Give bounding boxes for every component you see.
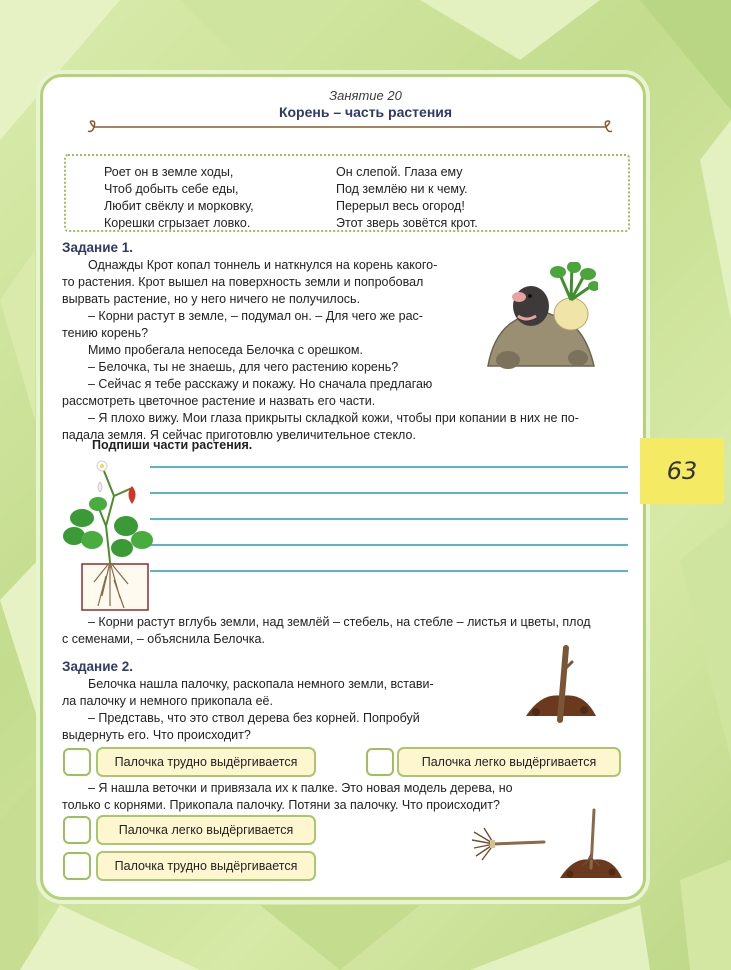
text-line: – Корни растут вглубь земли, над землёй – стебель, на стебле – листья и цветы, плод [88, 615, 591, 629]
text-line: ла палочку и немного прикопала её. [62, 694, 273, 708]
answer-line[interactable] [150, 518, 628, 520]
text-line: выдернуть его. Что происходит? [62, 728, 251, 742]
poem-line: Роет он в земле ходы, [104, 165, 234, 179]
mole-beet-illustration [486, 262, 598, 374]
poem-line: Перерыл весь огород! [336, 199, 465, 213]
text-line: – Сейчас я тебе расскажу и покажу. Но сначала предлагаю [88, 377, 433, 391]
text-line: – Корни растут в земле, – подумал он. – Для чего же рас- [88, 309, 423, 323]
poem-left-column [104, 164, 254, 232]
strawberry-plant-illustration [62, 456, 158, 612]
option-a1-label[interactable]: Палочка трудно выдёргивается [96, 747, 316, 777]
poem-line: Любит свёклу и морковку, [104, 199, 254, 213]
checkbox-option-b1[interactable] [63, 816, 91, 844]
twig-bundle-illustration [472, 826, 546, 864]
checkbox-option-a2[interactable] [366, 748, 394, 776]
text-line: – Белочка, ты не знаешь, для чего растению корень? [88, 360, 399, 374]
poem-right-column [336, 164, 478, 232]
task2-second-text [62, 780, 513, 814]
poem-line: Этот зверь зовётся крот. [336, 216, 478, 230]
option-b2-label[interactable]: Палочка трудно выдёргивается [96, 851, 316, 881]
text-line: то растения. Крот вышел на поверхность земли и попробовал [62, 275, 424, 289]
task1-heading: Задание 1. [62, 240, 134, 255]
label-prompt: Подпиши части растения. [92, 438, 253, 452]
stick-in-soil-illustration [522, 640, 600, 724]
answer-line[interactable] [150, 544, 628, 546]
lesson-title: Корень – часть растения [278, 104, 453, 120]
lesson-number: Занятие 20 [329, 88, 402, 103]
page-number-tab [640, 438, 724, 504]
poem-line: Он слепой. Глаза ему [336, 165, 463, 179]
text-line: с семенами, – объяснила Белочка. [62, 632, 265, 646]
checkbox-option-b2[interactable] [63, 852, 91, 880]
text-line: Однажды Крот копал тоннель и наткнулся на корень какого- [88, 258, 438, 272]
poem-line: Под землёю ни к чему. [336, 182, 468, 196]
poem-line: Корешки сгрызает ловко. [104, 216, 251, 230]
task1-paragraph [62, 257, 437, 410]
poem-box [64, 154, 630, 232]
text-line: – Я плохо вижу. Мои глаза прикрыты складкой кожи, чтобы при копании в них не по- [88, 411, 579, 425]
poem-line: Чтоб добыть себе еды, [104, 182, 239, 196]
text-line: Белочка нашла палочку, раскопала немного земли, встави- [88, 677, 434, 691]
answer-line[interactable] [150, 466, 628, 468]
task2-intro [62, 676, 434, 744]
checkbox-option-a1[interactable] [63, 748, 91, 776]
answer-line[interactable] [150, 570, 628, 572]
answer-line[interactable] [150, 492, 628, 494]
text-line: рассмотреть цветочное растение и назвать его части. [62, 394, 376, 408]
title-divider [80, 120, 620, 134]
text-line: Мимо пробегала непоседа Белочка с орешком. [88, 343, 363, 357]
option-b1-label[interactable]: Палочка легко выдёргивается [96, 815, 316, 845]
text-line: тению корень? [62, 326, 149, 340]
text-line: падала земля. Я сейчас приготовлю увеличительное стекло. [62, 428, 416, 442]
text-line: только с корнями. Прикопала палочку. Потяни за палочку. Что происходит? [62, 798, 500, 812]
text-line: вырвать растение, но у него ничего не получилось. [62, 292, 361, 306]
text-line: – Я нашла веточки и привязала их к палке. Это новая модель дерева, но [88, 781, 513, 795]
stick-with-roots-illustration [558, 806, 624, 882]
text-line: – Представь, что это ствол дерева без корней. Попробуй [88, 711, 420, 725]
squirrel-reply [62, 614, 591, 648]
task2-heading: Задание 2. [62, 659, 134, 674]
option-a2-label[interactable]: Палочка легко выдёргивается [397, 747, 621, 777]
page-number: 63 [666, 457, 698, 485]
